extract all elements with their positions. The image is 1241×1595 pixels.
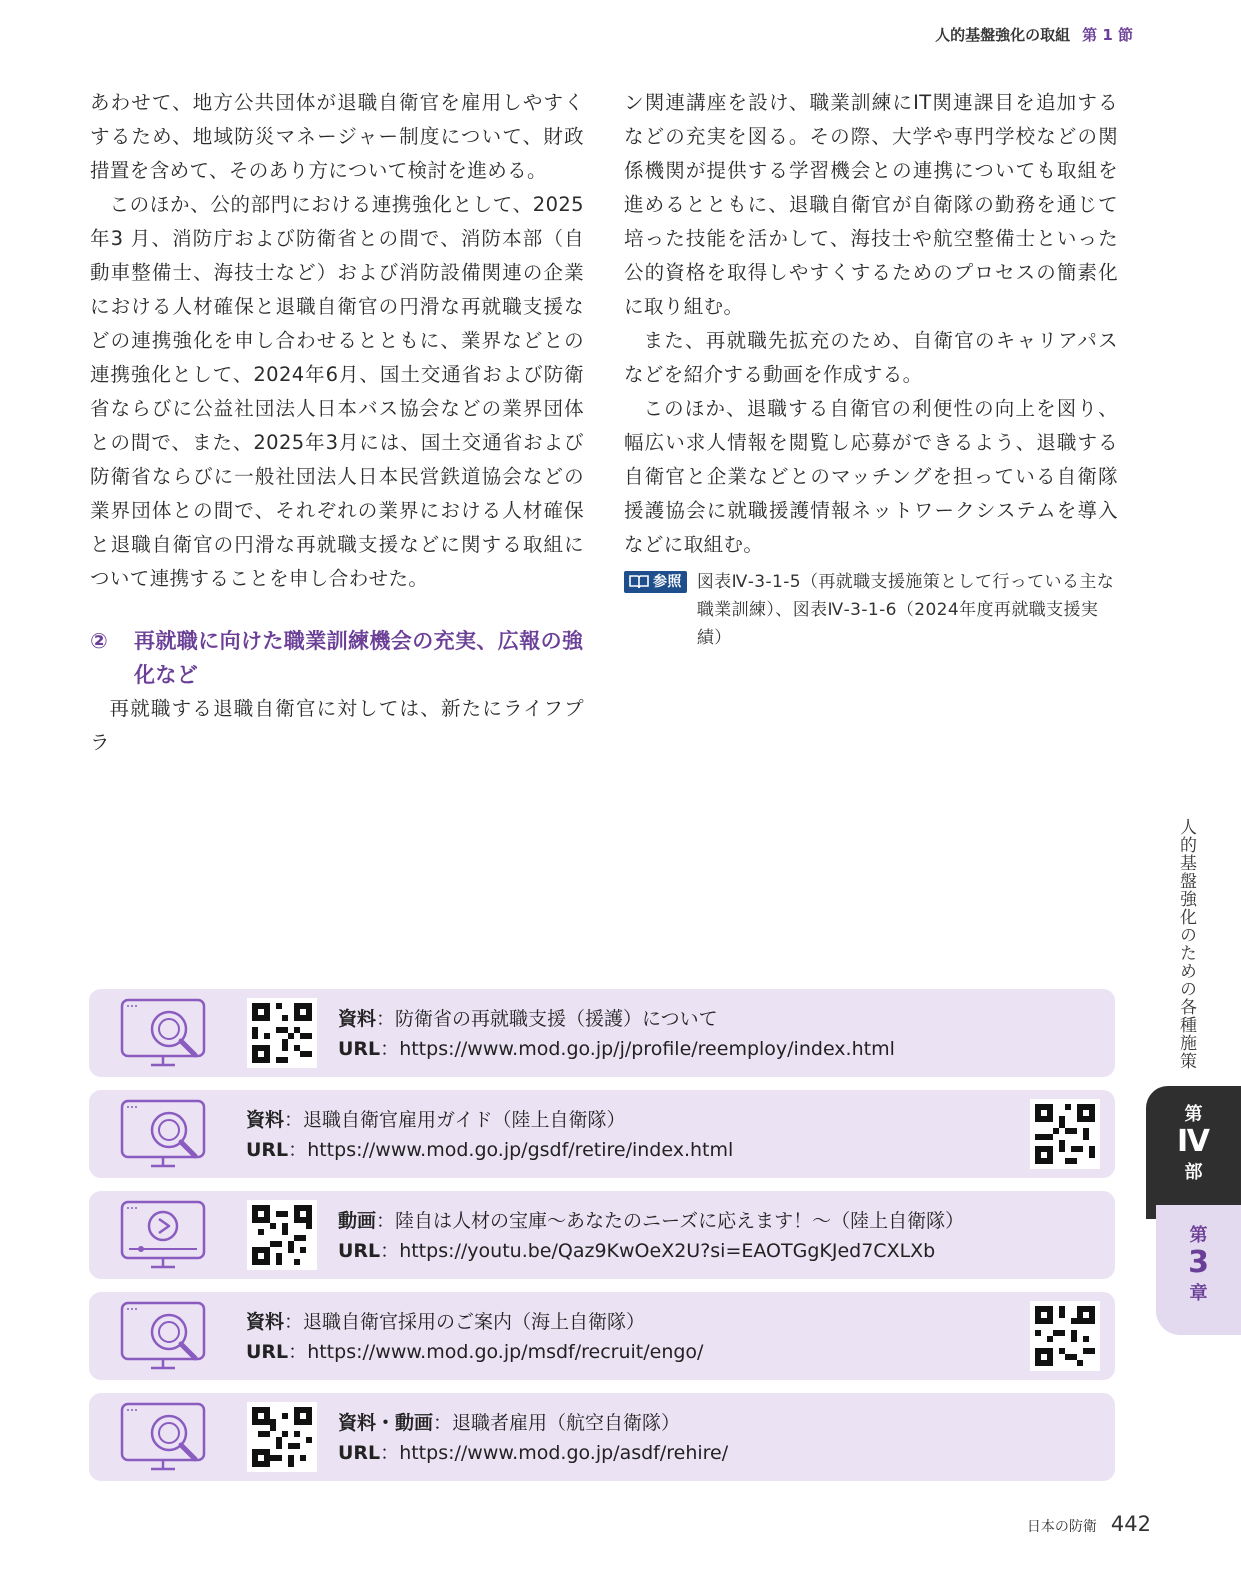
resource-kind: 資料 xyxy=(246,1311,285,1333)
resource-kind: 資料 xyxy=(246,1109,285,1131)
qr-code[interactable] xyxy=(1030,1099,1100,1169)
subsection-number: ② xyxy=(90,629,109,653)
page-number: 442 xyxy=(1110,1512,1151,1536)
chapter-tab[interactable] xyxy=(1156,1205,1241,1335)
part-tab-label: 第 xyxy=(1184,1104,1203,1125)
url-label: URL xyxy=(338,1442,381,1464)
page-footer xyxy=(1027,1512,1151,1536)
subsection-heading xyxy=(90,624,584,692)
url-label: URL xyxy=(246,1139,289,1161)
resource-box xyxy=(89,1191,1115,1279)
part-tab[interactable] xyxy=(1146,1086,1241,1219)
resource-title: 陸自は人材の宝庫～あなたのニーズに応えます！～（陸上自衛隊） xyxy=(395,1210,965,1232)
paragraph: あわせて、地方公共団体が退職自衛官を雇用しやすくするため、地域防災マネージャー制度について、財政措置を含めて、そのあり方について検討を進める。 xyxy=(90,91,584,182)
chapter-tab-label: 章 xyxy=(1189,1283,1208,1304)
subsection-title: 再就職に向けた職業訓練機会の充実、広報の強化など xyxy=(134,629,584,687)
reference-text[interactable]: 図表Ⅳ-3-1-5（再就職支援施策として行っている主な職業訓練）、図表Ⅳ-3-1-6（2024年度再就職支援実績） xyxy=(696,572,1115,648)
url-label: URL xyxy=(338,1038,381,1060)
monitor-search-icon xyxy=(119,1300,211,1372)
paragraph: このほか、公的部門における連携強化として、2025年3 月、消防庁および防衛省との間で、消防本部（自動車整備士、海技士など）および消防設備関連の企業における人材確保と退職自衛官の円滑な再就職支援などの連携強化を申し合わせるとともに、業界などとの連携強化として、2024年6月、国土交通省および防衛省ならびに公益社団法人日本バス協会などの業界団体との間で、また、2025年3月には、国土交通省および防衛省ならびに一般社団法人日本民営鉄道協会などの業界団体との間で、それぞれの業界における人材確保と退職自衛官の円滑な再就職支援などに関する取組について連携することを申し合わせた。 xyxy=(90,193,584,590)
resource-url-link[interactable]: https://www.mod.go.jp/asdf/rehire/ xyxy=(399,1442,729,1464)
paragraph: このほか、退職する自衛官の利便性の向上を図り、幅広い求人情報を閲覧し応募ができるよう、退職する自衛官と企業などとのマッチングを担っている自衛隊援護協会に就職援護情報ネットワークシステムを導入などに取組む。 xyxy=(624,397,1118,556)
resource-kind: 資料・動画 xyxy=(338,1412,434,1434)
part-tab-label: 部 xyxy=(1184,1162,1203,1183)
url-label: URL xyxy=(246,1341,289,1363)
part-tab-number: Ⅳ xyxy=(1177,1124,1210,1159)
paragraph: また、再就職先拡充のため、自衛官のキャリアパスなどを紹介する動画を作成する。 xyxy=(624,329,1118,386)
resource-box xyxy=(89,989,1115,1077)
url-label: URL xyxy=(338,1240,381,1262)
resource-url-link[interactable]: https://www.mod.go.jp/msdf/recruit/engo/ xyxy=(307,1341,704,1363)
qr-code[interactable] xyxy=(247,998,317,1068)
monitor-play-icon xyxy=(119,1199,211,1271)
resource-text: 資料・動画：退職者雇用（航空自衛隊） URL：https://www.mod.go.jp/asdf/rehire/ xyxy=(338,1412,729,1464)
resource-kind: 資料 xyxy=(338,1008,377,1030)
resource-box xyxy=(89,1393,1115,1481)
paragraph: ン関連講座を設け、職業訓練にIT関連課目を追加するなどの充実を図る。その際、大学や専門学校などの関係機関が提供する学習機会との連携についても取組を進めるとともに、退職自衛官が自衛隊の勤務を通じて培った技能を活かして、海技士や航空整備士といった公的資格を取得しやすくするためのプロセスの簡素化に取り組む。 xyxy=(624,91,1118,318)
chapter-tab-number: 3 xyxy=(1188,1245,1209,1280)
side-vertical-title: 人的基盤強化のための各種施策 xyxy=(1176,818,1196,1070)
resource-text: 資料：退職自衛官雇用ガイド（陸上自衛隊） URL：https://www.mod.go.jp/gsdf/retire/index.html xyxy=(246,1109,734,1161)
header-section-number: 第 1 節 xyxy=(1082,26,1133,44)
left-column xyxy=(90,86,584,760)
resource-box xyxy=(89,1292,1115,1380)
qr-code[interactable] xyxy=(247,1200,317,1270)
paragraph: 再就職する退職自衛官に対しては、新たにライフプラ xyxy=(90,697,584,754)
reference-badge xyxy=(624,571,687,593)
header-section-title: 人的基盤強化の取組 xyxy=(935,26,1071,44)
reference-note xyxy=(624,568,1118,652)
resource-title: 防衛省の再就職支援（援護）について xyxy=(395,1008,718,1030)
resource-text: 動画：陸自は人材の宝庫～あなたのニーズに応えます！～（陸上自衛隊） URL：https://youtu.be/Qaz9KwOeX2U?si=EAOTGgKJed7CXLXb xyxy=(338,1210,965,1262)
running-header xyxy=(935,24,1133,45)
reference-label: 参照 xyxy=(653,574,682,590)
monitor-search-icon xyxy=(119,1401,211,1473)
resource-title: 退職自衛官採用のご案内（海上自衛隊） xyxy=(303,1311,646,1333)
resource-url-link[interactable]: https://www.mod.go.jp/gsdf/retire/index.html xyxy=(307,1139,734,1161)
qr-code[interactable] xyxy=(247,1402,317,1472)
monitor-search-icon xyxy=(119,1098,211,1170)
monitor-search-icon xyxy=(119,997,211,1069)
resource-kind: 動画 xyxy=(338,1210,377,1232)
resource-url-link[interactable]: https://youtu.be/Qaz9KwOeX2U?si=EAOTGgKJed7CXLXb xyxy=(399,1240,936,1262)
resource-title: 退職者雇用（航空自衛隊） xyxy=(452,1412,681,1434)
resource-text: 資料：防衛省の再就職支援（援護）について URL：https://www.mod.go.jp/j/profile/reemploy/index.html xyxy=(338,1008,895,1060)
resource-text: 資料：退職自衛官採用のご案内（海上自衛隊） URL：https://www.mod.go.jp/msdf/recruit/engo/ xyxy=(246,1311,704,1363)
right-column xyxy=(624,86,1118,652)
resource-box xyxy=(89,1090,1115,1178)
resource-title: 退職自衛官雇用ガイド（陸上自衛隊） xyxy=(303,1109,626,1131)
qr-code[interactable] xyxy=(1030,1301,1100,1371)
chapter-tab-label: 第 xyxy=(1189,1225,1208,1246)
resource-url-link[interactable]: https://www.mod.go.jp/j/profile/reemploy/index.html xyxy=(399,1038,895,1060)
book-title: 日本の防衛 xyxy=(1026,1519,1097,1535)
book-icon xyxy=(629,575,649,589)
